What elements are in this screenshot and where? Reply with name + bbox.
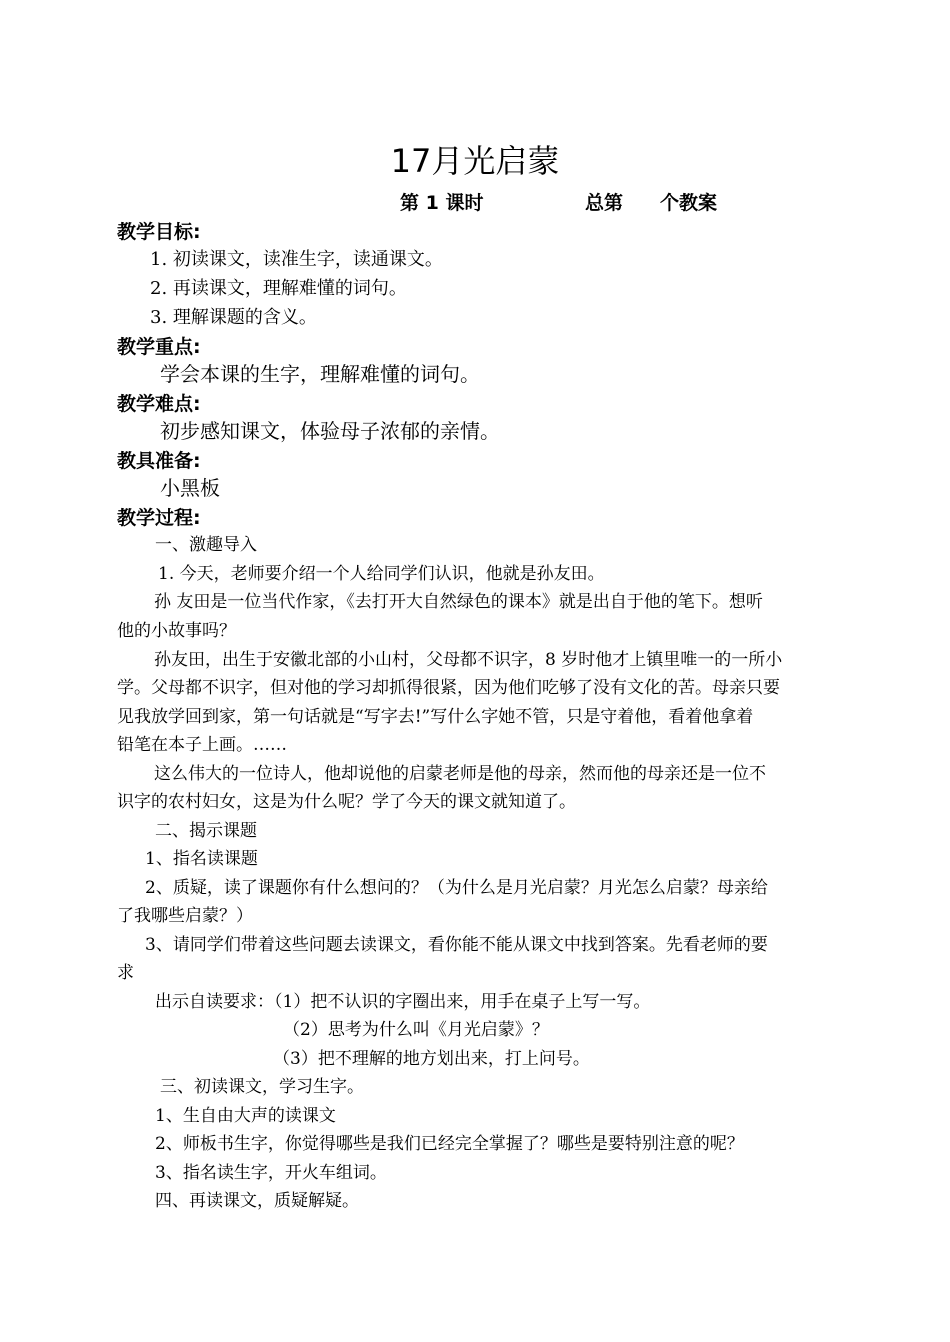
difficulties-text: 初步感知课文，体验母子浓郁的亲情。: [160, 419, 500, 443]
difficulties-heading: 教学难点:: [117, 393, 201, 415]
lesson-period: 第 1 课时: [400, 192, 484, 214]
page-title: 17月光启蒙: [390, 142, 560, 180]
total-lesson-suffix: 个教案: [660, 192, 718, 214]
process-line: （3）把不理解的地方划出来，打上问号。: [273, 1049, 590, 1069]
process-line: 这么伟大的一位诗人，他却说他的启蒙老师是他的母亲，然而他的母亲还是一位不: [154, 764, 766, 784]
process-line: 1. 今天，老师要介绍一个人给同学们认识，他就是孙友田。: [158, 564, 605, 584]
process-line: 3、请同学们带着这些问题去读课文，看你能不能从课文中找到答案。先看老师的要: [145, 935, 768, 955]
objective-item: 3. 理解课题的含义。: [150, 307, 317, 328]
materials-heading: 教具准备:: [117, 450, 201, 472]
objectives-heading: 教学目标:: [117, 221, 201, 243]
process-line: 学。父母都不识字，但对他的学习却抓得很紧，因为他们吃够了没有文化的苦。母亲只要: [117, 678, 780, 698]
key-points-text: 学会本课的生字，理解难懂的词句。: [160, 362, 480, 386]
process-section-heading: 二、揭示课题: [155, 821, 257, 841]
total-lesson-prefix: 总第: [585, 192, 624, 214]
process-line: 2、质疑，读了课题你有什么想问的？（为什么是月光启蒙？月光怎么启蒙？母亲给: [145, 878, 768, 898]
process-line: 见我放学回到家，第一句话就是“写字去!”写什么字她不管，只是守着他，看着他拿着: [117, 707, 754, 727]
objective-item: 1. 初读课文，读准生字，读通课文。: [150, 249, 443, 270]
process-line: 出示自读要求：（1）把不认识的字圈出来，用手在桌子上写一写。: [155, 992, 651, 1012]
process-line: 了我哪些启蒙？）: [117, 906, 253, 926]
process-section-heading: 一、激趣导入: [155, 535, 257, 555]
process-line: 求: [117, 963, 134, 983]
process-line: 1、生自由大声的读课文: [155, 1106, 336, 1126]
objective-item: 2. 再读课文，理解难懂的词句。: [150, 278, 407, 299]
process-line: 识字的农村妇女，这是为什么呢？学了今天的课文就知道了。: [117, 792, 576, 812]
process-line: 孙友田，出生于安徽北部的小山村，父母都不识字，8 岁时他才上镇里唯一的一所小: [154, 650, 783, 670]
process-line: 铅笔在本子上画。……: [117, 735, 287, 755]
process-line: 2、师板书生字，你觉得哪些是我们已经完全掌握了？哪些是要特别注意的呢？: [155, 1134, 744, 1154]
process-line: 他的小故事吗？: [117, 621, 236, 641]
process-line: 1、指名读课题: [145, 849, 258, 869]
materials-text: 小黑板: [160, 476, 220, 500]
key-points-heading: 教学重点:: [117, 336, 201, 358]
process-line: 3、指名读生字，开火车组词。: [155, 1163, 387, 1183]
process-section-heading: 三、初读课文，学习生字。: [160, 1077, 364, 1097]
process-section-heading: 四、再读课文，质疑解疑。: [155, 1191, 359, 1211]
process-heading: 教学过程:: [117, 507, 201, 529]
process-line: 孙 友田是一位当代作家，《去打开大自然绿色的课本》就是出自于他的笔下。想听: [154, 592, 763, 612]
process-line: （2）思考为什么叫《月光启蒙》？: [283, 1020, 549, 1040]
